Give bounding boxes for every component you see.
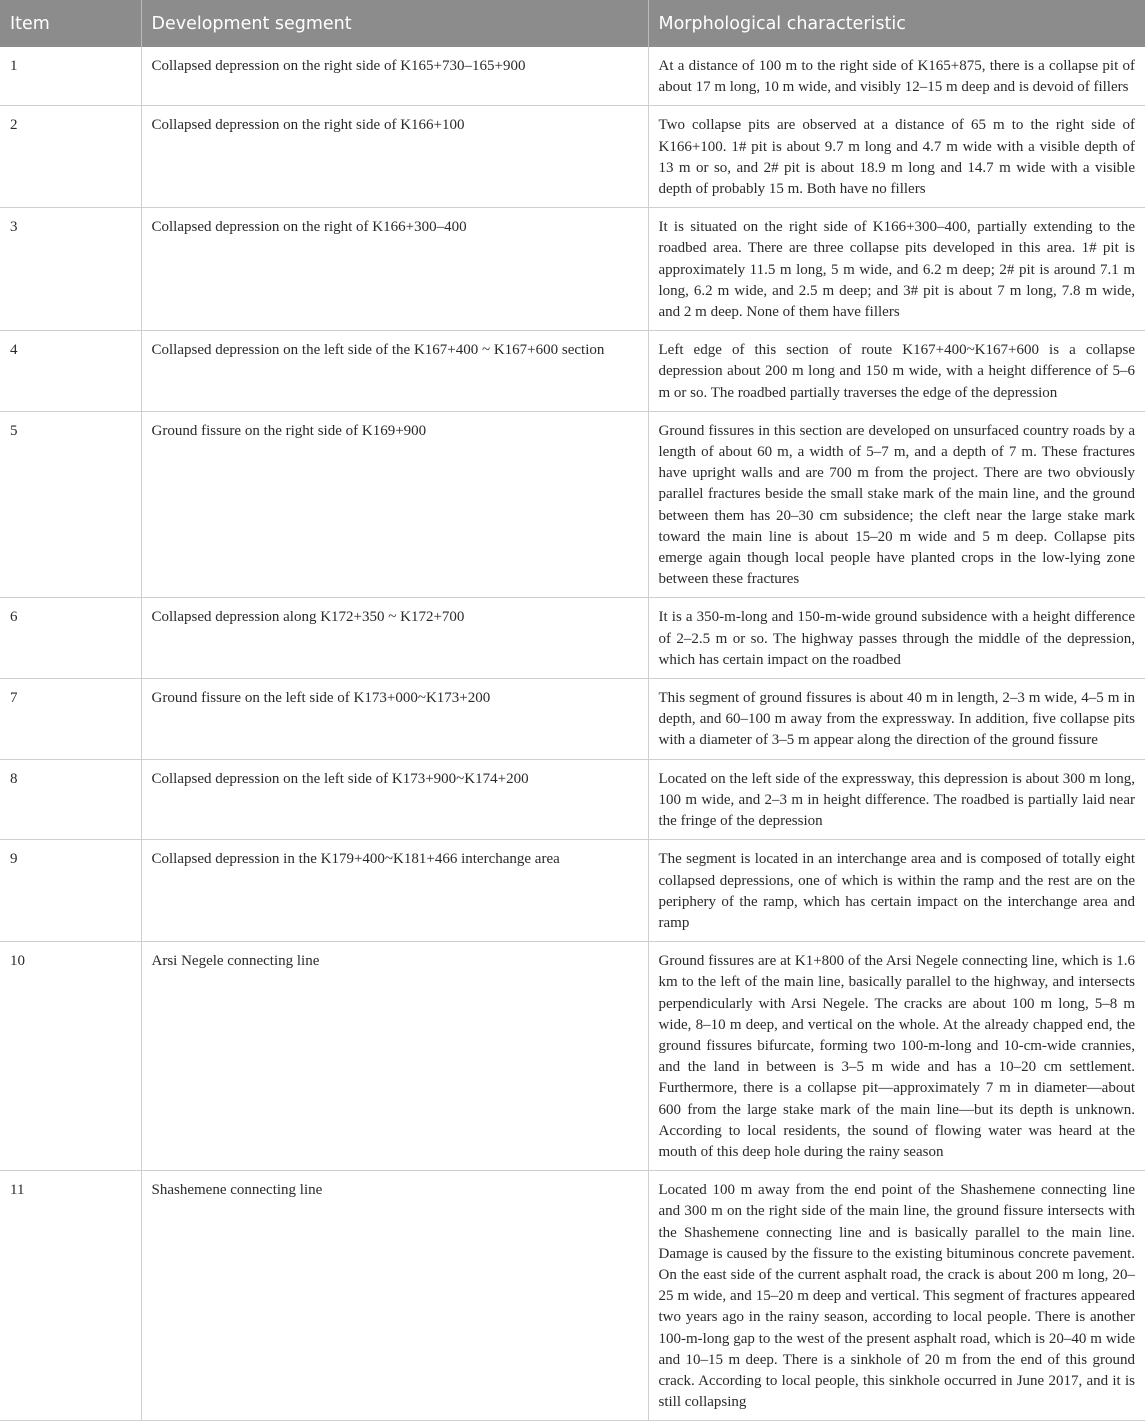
table-body [0,47,1145,1421]
cell-item: 11 [0,1171,141,1421]
header-segment: Development segment [141,0,648,47]
table-row [0,106,1145,208]
cell-characteristic: Ground fissures in this section are developed on unsurfaced country roads by a length of about 60 m, a width of 5–7 m, and a depth of 7 m. These fractures have upright walls and are 700 m from the project. There are two obviously parallel fractures beside the small stake mark of the main line, and the ground between them has 20–30 cm subsidence; the cleft near the large stake mark toward the main line is about 15–20 m wide and 5 m deep. Collapse pits emerge again though local people have planted crops in the low-lying zone between these fractures [648,411,1145,598]
cell-characteristic: It is situated on the right side of K166+300–400, partially extending to the roadbed area. There are three collapse pits developed in this area. 1# pit is approximately 11.5 m long, 5 m wide, and 6.2 m deep; 2# pit is around 7.1 m long, 6.2 m wide, and 2.5 m deep; and 3# pit is about 7 m long, 7.8 m wide, and 2 m deep. None of them have fillers [648,208,1145,331]
header-row [0,0,1145,47]
cell-item: 7 [0,679,141,760]
cell-segment: Collapsed depression on the right side of K166+100 [141,106,648,208]
cell-segment: Collapsed depression in the K179+400~K181+466 interchange area [141,840,648,942]
cell-segment: Collapsed depression on the left side of the K167+400 ~ K167+600 section [141,331,648,412]
cell-item: 2 [0,106,141,208]
table-row [0,47,1145,106]
cell-segment: Collapsed depression on the right side of K165+730–165+900 [141,47,648,106]
table-header [0,0,1145,47]
table-row [0,598,1145,679]
cell-characteristic: Ground fissures are at K1+800 of the Arsi Negele connecting line, which is 1.6 km to the left of the main line, basically parallel to the highway, and intersects perpendicularly with Arsi Negele. The cracks are about 100 m long, 5–8 m wide, 8–10 m deep, and vertical on the whole. At the already chapped end, the ground fissures bifurcate, forming two 100-m-long and 10-cm-wide crannies, and the land in between is 3–5 m wide and has a 10–20 cm settlement. Furthermore, there is a collapse pit—approximately 7 m in diameter—about 600 from the large stake mark of the main line—but its depth is unknown. According to local residents, the sound of flowing water was heard at the mouth of this deep hole during the rainy season [648,942,1145,1171]
header-characteristic: Morphological characteristic [648,0,1145,47]
cell-segment: Collapsed depression along K172+350 ~ K172+700 [141,598,648,679]
cell-item: 9 [0,840,141,942]
cell-item: 6 [0,598,141,679]
cell-characteristic: The segment is located in an interchange area and is composed of totally eight collapsed depressions, one of which is within the ramp and the rest are on the periphery of the ramp, which has certain impact on the interchange area and ramp [648,840,1145,942]
cell-segment: Arsi Negele connecting line [141,942,648,1171]
cell-item: 4 [0,331,141,412]
table-row [0,840,1145,942]
table-row [0,331,1145,412]
cell-item: 8 [0,759,141,840]
cell-characteristic: Located 100 m away from the end point of the Shashemene connecting line and 300 m on the right side of the main line, the ground fissure intersects with the Shashemene connecting line and is basically parallel to the main line. Damage is caused by the fissure to the existing bituminous concrete pavement. On the east side of the current asphalt road, the crack is about 200 m long, 20–25 m wide, and 15–20 m deep and vertical. This segment of fractures appeared two years ago in the rainy season, according to local people. There is another 100-m-long gap to the west of the present asphalt road, which is 20–40 m wide and 10–15 m deep. There is a sinkhole of 20 m from the end of this ground crack. According to local people, this sinkhole occurred in June 2017, and it is still collapsing [648,1171,1145,1421]
cell-characteristic: At a distance of 100 m to the right side of K165+875, there is a collapse pit of about 17 m long, 10 m wide, and visibly 12–15 m deep and is devoid of fillers [648,47,1145,106]
table-row [0,759,1145,840]
table-row [0,679,1145,760]
table-row [0,942,1145,1171]
cell-segment: Collapsed depression on the left side of K173+900~K174+200 [141,759,648,840]
cell-segment: Shashemene connecting line [141,1171,648,1421]
table-row [0,1171,1145,1421]
cell-characteristic: This segment of ground fissures is about 40 m in length, 2–3 m wide, 4–5 m in depth, and 60–100 m away from the expressway. In addition, five collapse pits with a diameter of 3–5 m appear along the direction of the ground fissure [648,679,1145,760]
cell-item: 10 [0,942,141,1171]
cell-segment: Collapsed depression on the right of K166+300–400 [141,208,648,331]
cell-item: 5 [0,411,141,598]
cell-characteristic: Located on the left side of the expressway, this depression is about 300 m long, 100 m wide, and 2–3 m in height difference. The roadbed is partially laid near the fringe of the depression [648,759,1145,840]
cell-characteristic: Left edge of this section of route K167+400~K167+600 is a collapse depression about 200 m long and 150 m wide, with a height difference of 5–6 m or so. The roadbed partially traverses the edge of the depression [648,331,1145,412]
cell-segment: Ground fissure on the right side of K169+900 [141,411,648,598]
cell-item: 1 [0,47,141,106]
cell-characteristic: Two collapse pits are observed at a distance of 65 m to the right side of K166+100. 1# pit is about 9.7 m long and 4.7 m wide with a visible depth of 13 m or so, and 2# pit is about 18.9 m long and 14.7 m wide with a visible depth of probably 15 m. Both have no fillers [648,106,1145,208]
header-item: Item [0,0,141,47]
cell-item: 3 [0,208,141,331]
cell-characteristic: It is a 350-m-long and 150-m-wide ground subsidence with a height difference of 2–2.5 m or so. The highway passes through the middle of the depression, which has certain impact on the roadbed [648,598,1145,679]
table-row [0,411,1145,598]
cell-segment: Ground fissure on the left side of K173+000~K173+200 [141,679,648,760]
table-row [0,208,1145,331]
